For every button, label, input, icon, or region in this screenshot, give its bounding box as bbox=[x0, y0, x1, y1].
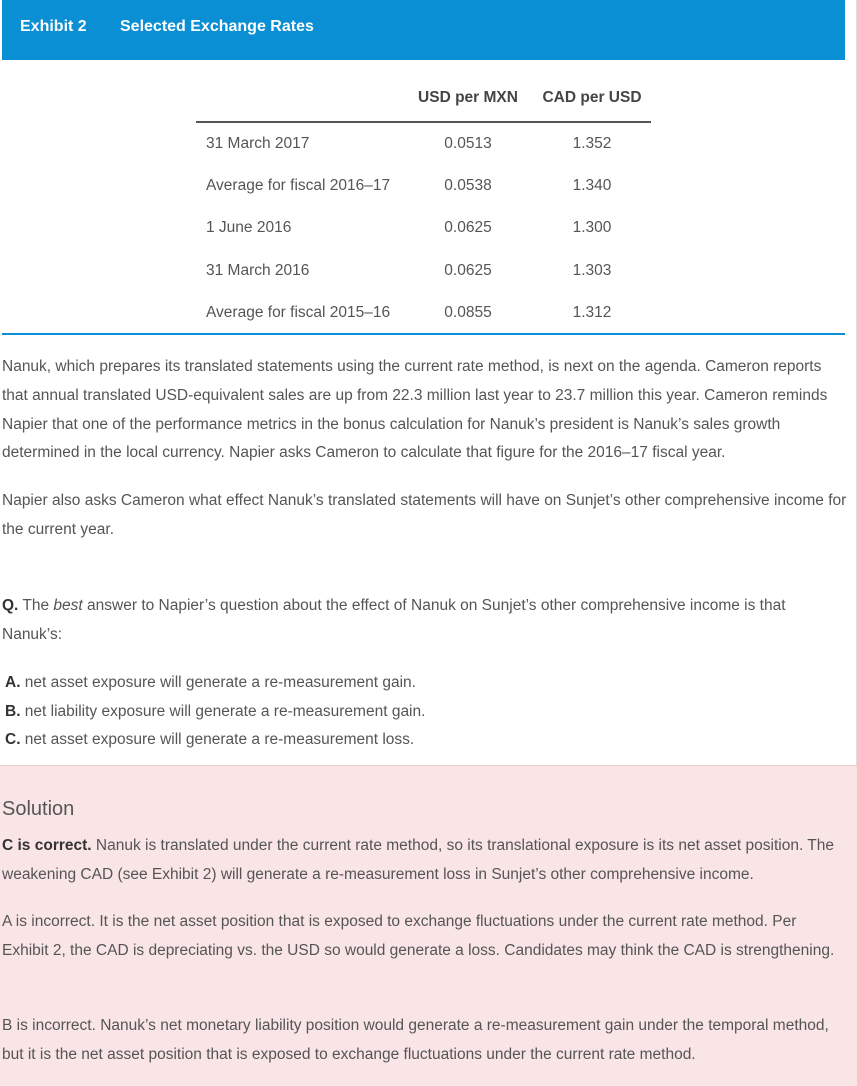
row-label: Average for fiscal 2016–17 bbox=[206, 176, 391, 194]
row-label: Average for fiscal 2015–16 bbox=[206, 304, 391, 322]
row-label: 31 March 2017 bbox=[206, 134, 310, 152]
table-row bbox=[196, 292, 651, 335]
solution-correct bbox=[2, 832, 847, 890]
answer-choices bbox=[5, 669, 845, 755]
solution-b-explanation: B is incorrect. Nanuk’s net monetary liability position would generate a re-measurement gain under the temporal method, but it is the net asset position that is exposed to exchange fluctuations under the current rate method. bbox=[2, 1017, 829, 1063]
case-paragraph-2: Napier also asks Cameron what effect Nanuk’s translated statements will have on Sunjet’s other comprehensive income for the current year. bbox=[2, 492, 847, 538]
column-header-usd-per-mxn: USD per MXN bbox=[403, 78, 533, 122]
solution-correct-label: C is correct. bbox=[2, 837, 92, 854]
exchange-rates-table bbox=[196, 78, 651, 335]
cad-per-usd-cell: 1.352 bbox=[572, 134, 612, 152]
cad-per-usd-cell: 1.300 bbox=[572, 219, 612, 237]
usd-per-mxn-cell: 0.0625 bbox=[444, 261, 492, 279]
usd-per-mxn-cell: 0.0855 bbox=[444, 304, 492, 322]
choice-c[interactable] bbox=[5, 726, 845, 755]
choice-text: net asset exposure will generate a re-measurement loss. bbox=[20, 731, 415, 748]
solution-panel bbox=[0, 765, 857, 1086]
solution-correct-text: Nanuk is translated under the current rate method, so its translational exposure is its net asset position. The weakening CAD (see Exhibit 2) will generate a re-measurement loss in Sunjet’s other comprehensive income. bbox=[2, 837, 834, 883]
table-header-row bbox=[196, 78, 651, 122]
choice-letter: C. bbox=[5, 731, 21, 748]
usd-per-mxn-cell: 0.0513 bbox=[444, 134, 492, 152]
choice-letter: B. bbox=[5, 702, 21, 720]
choice-letter: A. bbox=[5, 674, 21, 691]
table-row bbox=[196, 165, 651, 208]
usd-per-mxn-cell: 0.0625 bbox=[444, 219, 492, 237]
question-text-before: The bbox=[18, 597, 54, 614]
question-prefix: Q. bbox=[2, 597, 19, 614]
column-header-blank bbox=[196, 78, 403, 122]
exhibit-title: Selected Exchange Rates bbox=[120, 18, 314, 35]
table-row bbox=[196, 122, 651, 165]
usd-per-mxn-cell: 0.0538 bbox=[444, 176, 492, 194]
choice-text: net liability exposure will generate a re-measurement gain. bbox=[20, 702, 426, 720]
question-text-after: answer to Napier’s question about the effect of Nanuk on Sunjet’s other comprehensive income is that Nanuk’s: bbox=[2, 597, 786, 643]
table-row bbox=[196, 207, 651, 250]
exhibit-bottom-rule bbox=[2, 333, 845, 335]
table-row bbox=[196, 250, 651, 293]
question-emphasis: best bbox=[53, 597, 83, 614]
choice-b[interactable] bbox=[5, 698, 845, 727]
question-text bbox=[2, 592, 847, 650]
solution-title: Solution bbox=[2, 798, 75, 820]
cad-per-usd-cell: 1.340 bbox=[572, 176, 612, 194]
cad-per-usd-cell: 1.312 bbox=[572, 304, 612, 322]
case-paragraph-1: Nanuk, which prepares its translated statements using the current rate method, is next on the agenda. Cameron reports that annual translated USD-equivalent sales are up from 22.3 million last year to 23.7 million this year. Cameron reminds Napier that one of the performance metrics in the bonus calculation for Nanuk’s president is Nanuk’s sales growth determined in the local currency. Napier asks Cameron to calculate that figure for the 2016–17 fiscal year. bbox=[2, 358, 828, 462]
solution-a-explanation: A is incorrect. It is the net asset position that is exposed to exchange fluctuations under the current rate method. Per Exhibit 2, the CAD is depreciating vs. the USD so would generate a loss. Candidates may think the CAD is strengthening. bbox=[2, 913, 835, 959]
exhibit-number: Exhibit 2 bbox=[20, 18, 87, 35]
choice-text: net asset exposure will generate a re-measurement gain. bbox=[20, 674, 416, 691]
choice-a[interactable] bbox=[5, 669, 845, 698]
cad-per-usd-cell: 1.303 bbox=[572, 261, 612, 279]
exhibit-header bbox=[2, 0, 845, 60]
row-label: 1 June 2016 bbox=[206, 219, 292, 237]
row-label: 31 March 2016 bbox=[206, 261, 310, 279]
column-header-cad-per-usd: CAD per USD bbox=[533, 78, 651, 122]
